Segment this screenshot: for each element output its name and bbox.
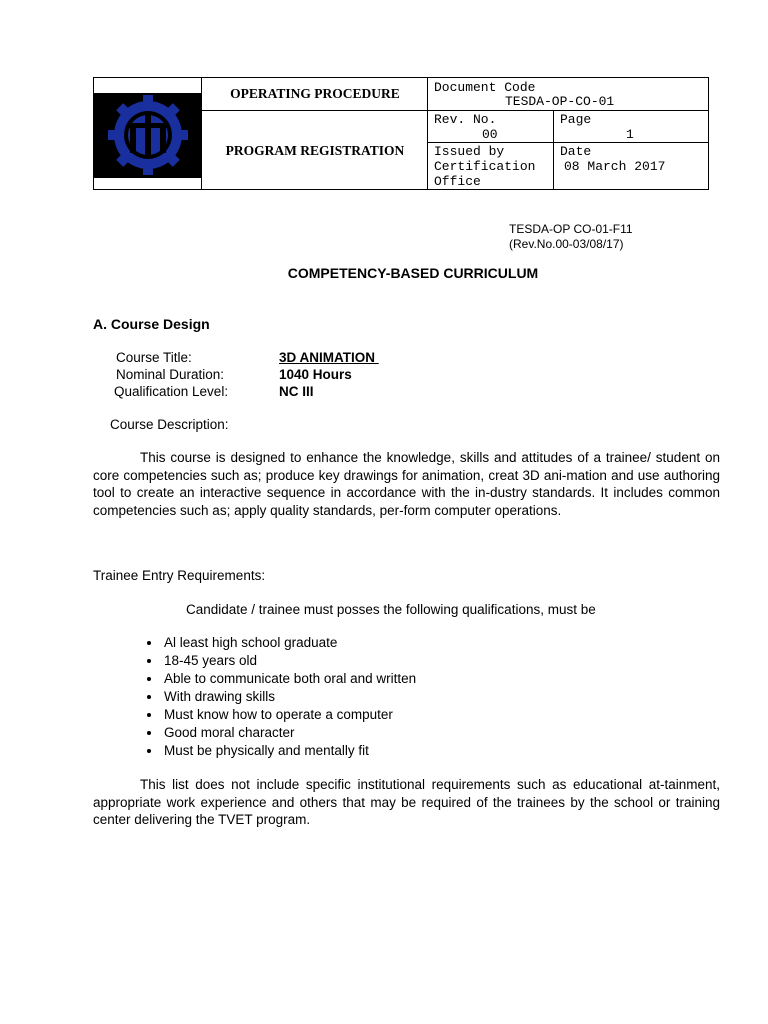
- document-header-table: [93, 77, 709, 190]
- list-item: • Able to communicate both oral and written: [162, 670, 416, 688]
- doc-code-label: Document Code: [434, 80, 536, 95]
- entry-requirements-intro: Candidate / trainee must posses the following qualifications, must be: [186, 602, 596, 617]
- form-code: TESDA-OP CO-01-F11: [509, 222, 633, 236]
- date-value: 08 March 2017: [564, 159, 666, 174]
- duration-label: Nominal Duration:: [116, 367, 225, 382]
- entry-requirements-heading: Trainee Entry Requirements:: [93, 568, 266, 583]
- document-title: COMPETENCY-BASED CURRICULUM: [287, 265, 539, 281]
- qualification-level-value: NC III: [279, 384, 314, 399]
- entry-requirements-list: [130, 634, 416, 760]
- list-item: • With drawing skills: [162, 688, 416, 706]
- course-title-value: 3D ANIMATION: [279, 350, 379, 365]
- section-a-heading: A. Course Design: [93, 316, 210, 332]
- form-rev: (Rev.No.00-03/08/17): [509, 237, 624, 251]
- list-item: • Must know how to operate a computer: [162, 706, 416, 724]
- page-label: Page: [560, 112, 592, 127]
- course-title-label: Course Title:: [116, 350, 192, 365]
- program-registration-title: PROGRAM REGISTRATION: [225, 143, 405, 158]
- entry-requirements-footer: This list does not include specific institutional requirements such as educational at-tainment, appropriate work experience and others that may be required of the trainees by the school or training center delivering the TVET program.: [93, 777, 720, 827]
- rev-no-label: Rev. No.: [434, 112, 497, 127]
- course-description-label: Course Description:: [110, 417, 229, 432]
- course-description-text: This course is designed to enhance the knowledge, skills and attitudes of a trainee/ student on core competencies such as; produce key drawings for animation, creat 3D ani-mation and use authoring tool to create an interactive sequence in accordance with the in-dustry standards. It includes common competencies such as; apply quality standards, per-form computer operations.: [93, 450, 720, 518]
- page-value: 1: [626, 127, 634, 142]
- duration-value: 1040 Hours: [279, 367, 352, 382]
- list-item: • Good moral character: [162, 724, 416, 742]
- tesda-logo-icon: [94, 93, 202, 178]
- date-label: Date: [560, 144, 592, 159]
- tesda-logo: [94, 78, 202, 189]
- doc-code-value: TESDA-OP-CO-01: [505, 94, 615, 109]
- issued-by-label: Issued by: [434, 144, 505, 159]
- list-item: • Al least high school graduate: [162, 634, 416, 652]
- issued-by-value-line2: Office: [434, 174, 481, 189]
- issued-by-value-line1: Certification: [434, 159, 536, 174]
- qualification-level-label: Qualification Level:: [114, 384, 229, 399]
- operating-procedure-title: OPERATING PROCEDURE: [230, 86, 400, 101]
- list-item: • Must be physically and mentally fit: [162, 742, 416, 760]
- list-item: • 18-45 years old: [162, 652, 416, 670]
- rev-no-value: 00: [482, 127, 498, 142]
